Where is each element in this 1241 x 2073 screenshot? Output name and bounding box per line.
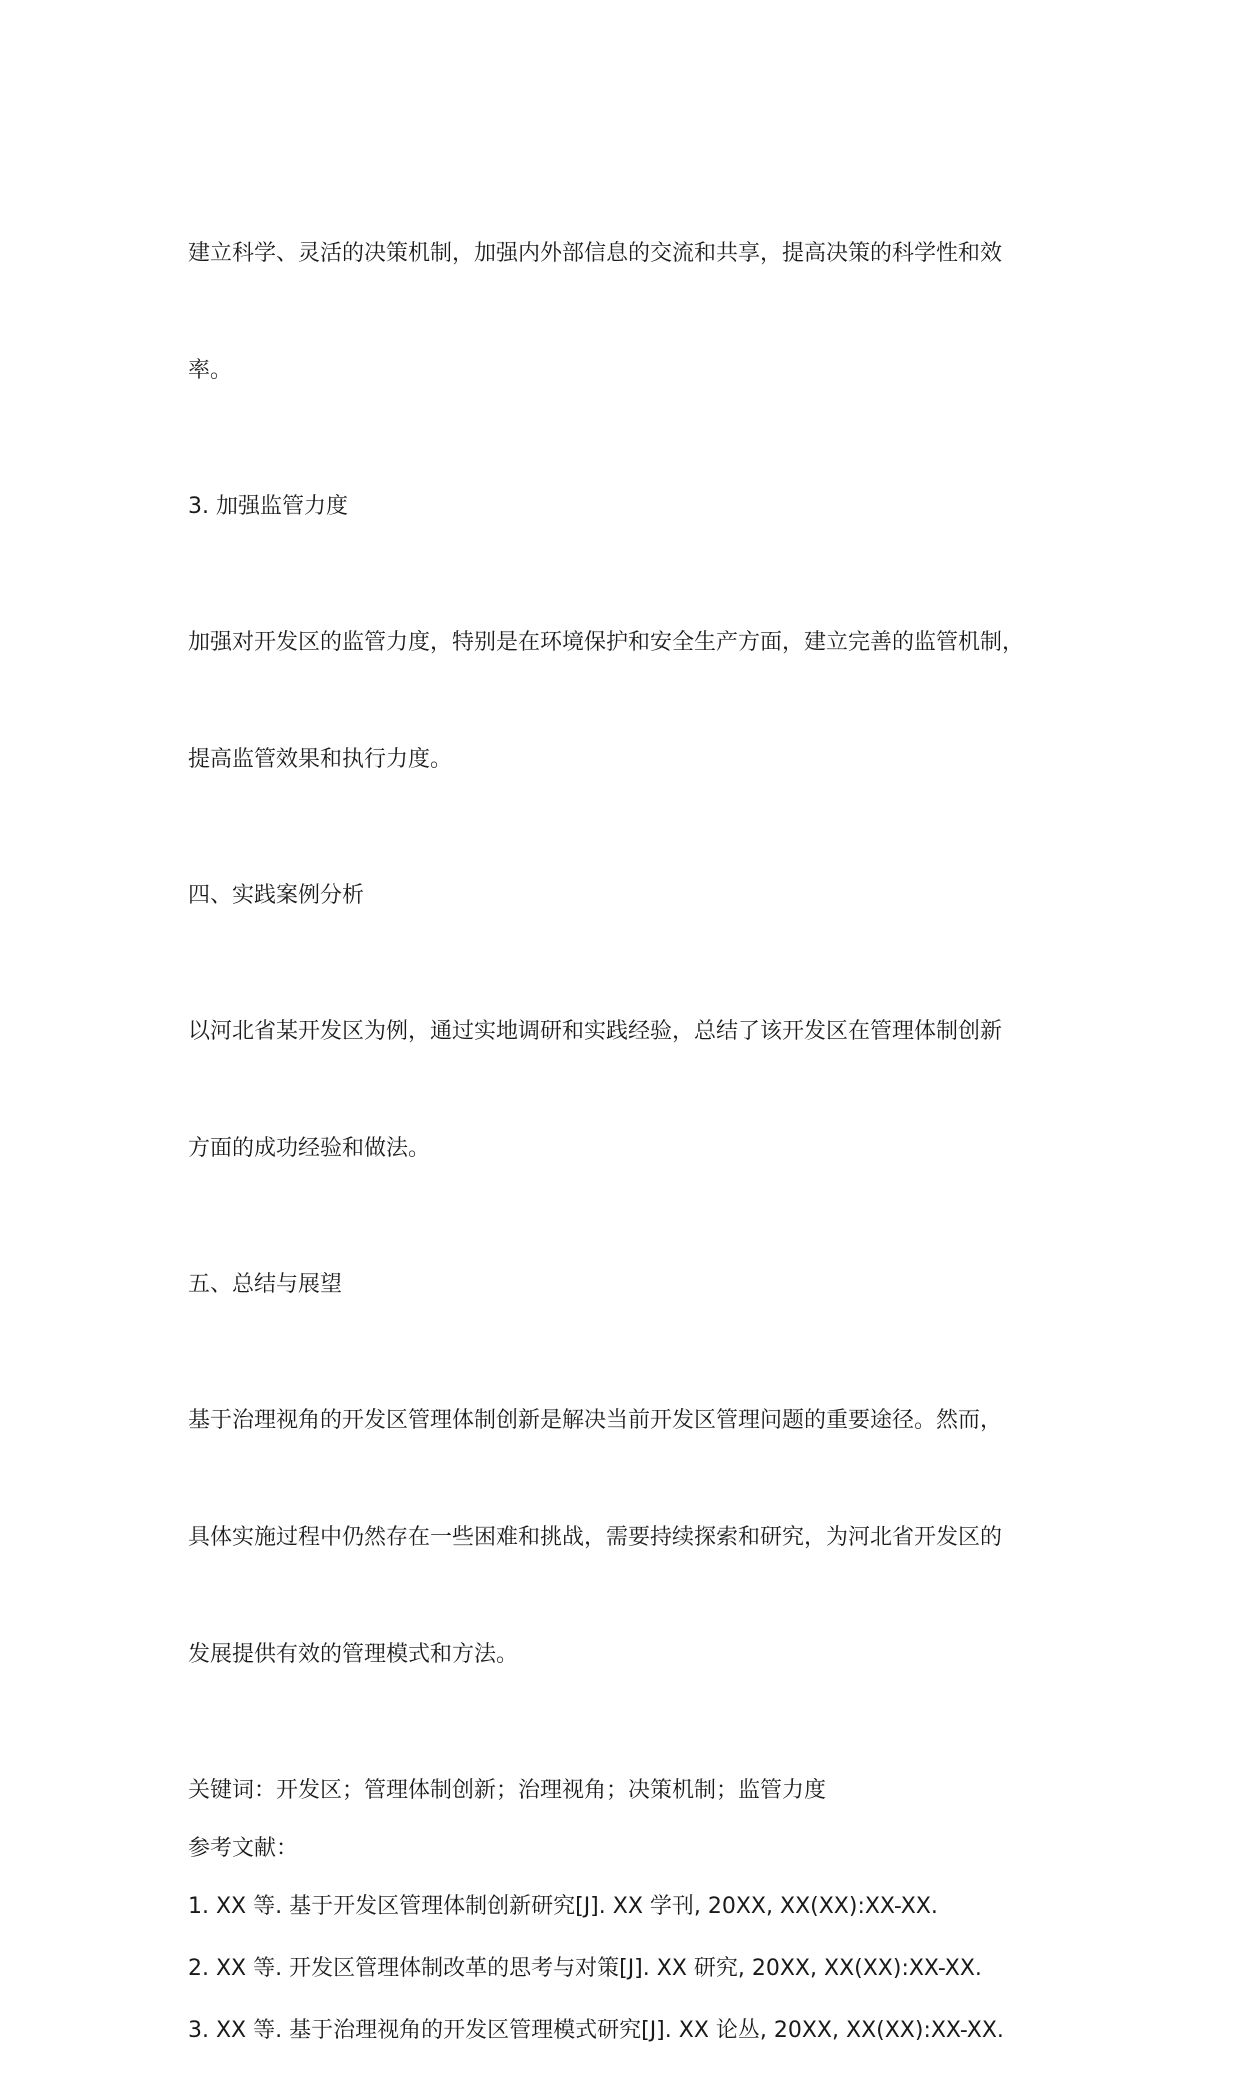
section-heading-case-study: 四、实践案例分析 — [188, 883, 365, 908]
paragraph-line: 以河北省某开发区为例，通过实地调研和实践经验，总结了该开发区在管理体制创新 — [188, 1019, 1003, 1044]
document-body — [188, 156, 1088, 2073]
paragraph-line: 发展提供有效的管理模式和方法。 — [188, 1642, 519, 1667]
section-heading-supervision: 3. 加强监管力度 — [188, 494, 348, 519]
keywords-line: 关键词：开发区；管理体制创新；治理视角；决策机制；监管力度 — [188, 1778, 827, 1803]
paragraph-decision-mechanism — [188, 156, 1088, 468]
paragraph-line: 具体实施过程中仍然存在一些困难和挑战，需要持续探索和研究，为河北省开发区的 — [188, 1525, 1003, 1550]
reference-item: 2. XX 等. 开发区管理体制改革的思考与对策[J]. XX 研究, 20XX, XX(XX):XX-XX. — [188, 1956, 982, 1981]
section-heading-conclusion: 五、总结与展望 — [188, 1272, 343, 1297]
reference-item: 1. XX 等. 基于开发区管理体制创新研究[J]. XX 学刊, 20XX, XX(XX):XX-XX. — [188, 1894, 938, 1919]
paragraph-case-study — [188, 934, 1088, 1246]
references-title: 参考文献： — [188, 1836, 299, 1861]
paragraph-supervision — [188, 545, 1088, 857]
paragraph-conclusion — [188, 1323, 1088, 1752]
paragraph-line: 率。 — [188, 358, 233, 383]
paragraph-line: 建立科学、灵活的决策机制，加强内外部信息的交流和共享，提高决策的科学性和效 — [188, 241, 1003, 266]
paragraph-line: 基于治理视角的开发区管理体制创新是解决当前开发区管理问题的重要途径。然而， — [188, 1408, 1003, 1433]
paragraph-line: 提高监管效果和执行力度。 — [188, 747, 453, 772]
paragraph-line: 加强对开发区的监管力度，特别是在环境保护和安全生产方面，建立完善的监管机制， — [188, 630, 1025, 655]
reference-item: 3. XX 等. 基于治理视角的开发区管理模式研究[J]. XX 论丛, 20XX, XX(XX):XX-XX. — [188, 2018, 1004, 2043]
paragraph-line: 方面的成功经验和做法。 — [188, 1136, 431, 1161]
